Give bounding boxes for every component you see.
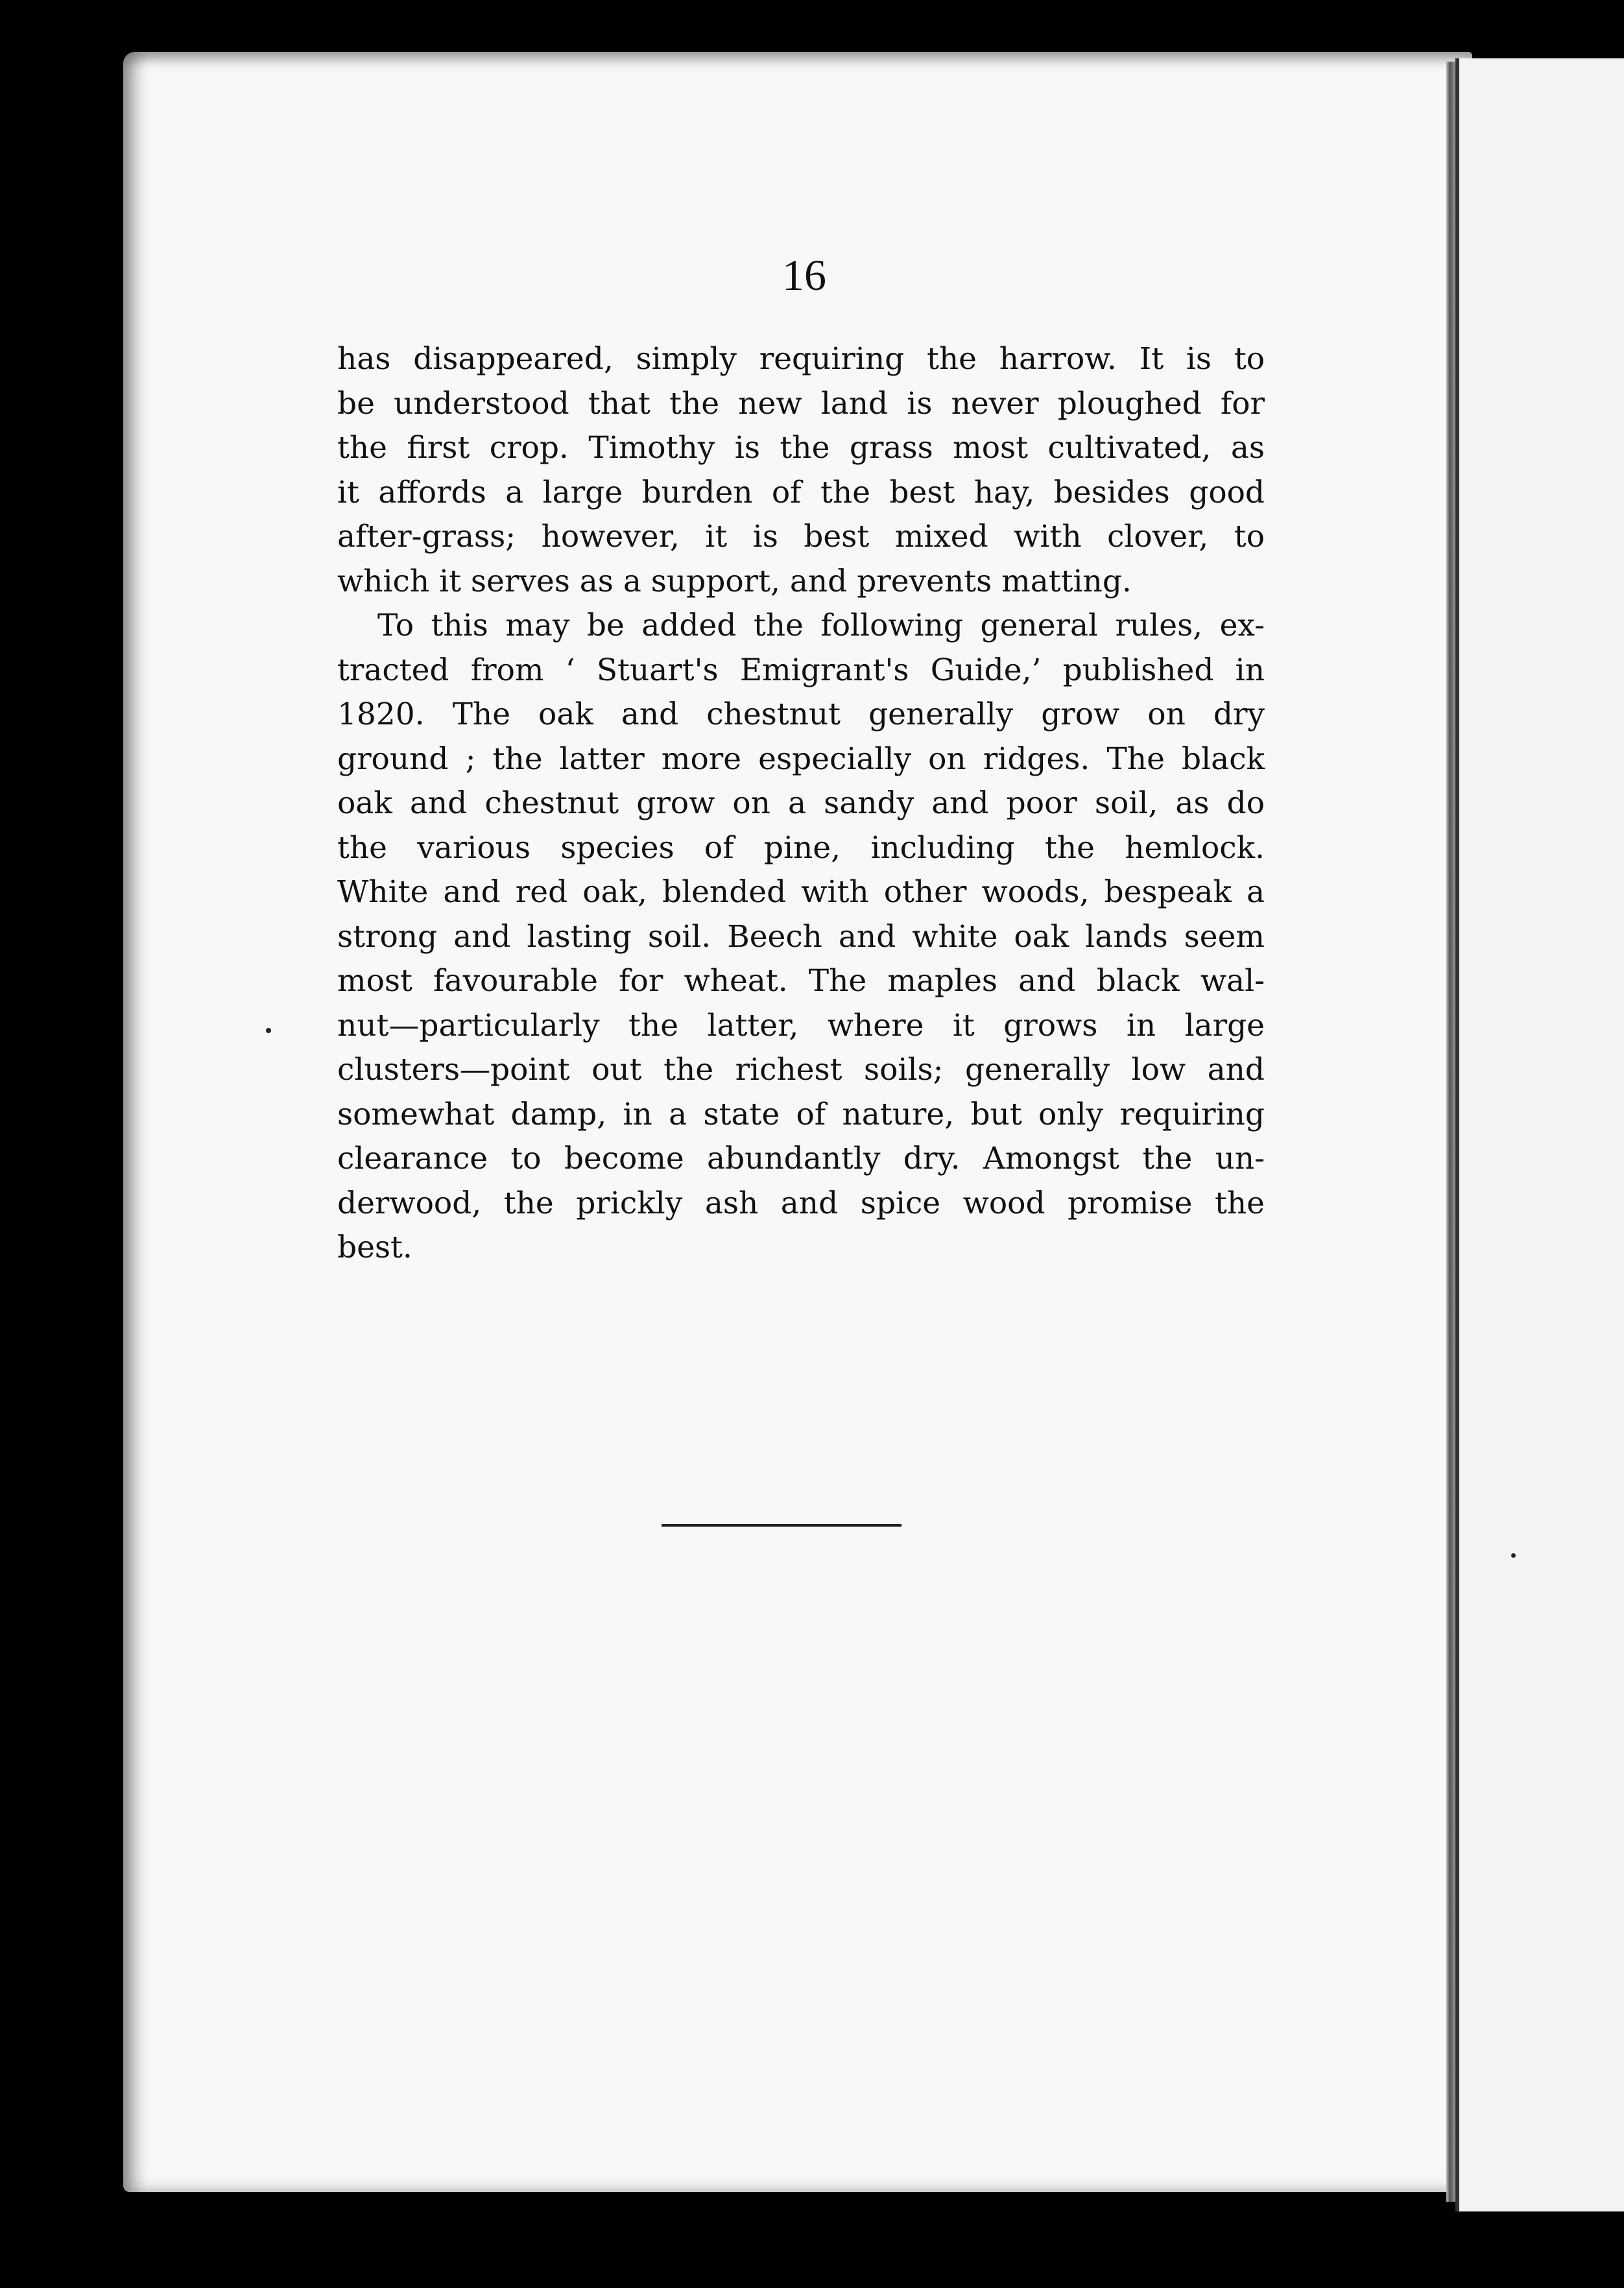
text-line: be understood that the new land is never ploughed for [337,385,1265,422]
text-line: derwood, the prickly ash and spice wood promise the [337,1185,1265,1221]
scan-speck [266,1028,271,1033]
text-line: clearance to become abundantly dry. Amongst the un- [337,1141,1265,1176]
text-line: somewhat damp, in a state of nature, but only requiring [337,1096,1265,1132]
text-line: after-grass; however, it is best mixed with clover, to [337,519,1265,554]
body-text [337,337,1265,1270]
text-line: most favourable for wheat. The maples and black wal- [337,963,1265,999]
text-line: White and red oak, blended with other woods, bespeak a [337,874,1265,910]
text-line: tracted from ‘ Stuart's Emigrant's Guide,’ published in [337,652,1265,688]
scan-speck [1511,1553,1516,1558]
section-divider [662,1524,902,1527]
text-line: clusters—point out the richest soils; generally low and [337,1052,1265,1088]
text-line: best. [337,1230,412,1265]
page-gutter [1446,62,1455,2202]
text-line: nut—particularly the latter, where it grows in large [337,1007,1265,1043]
text-line: strong and lasting soil. Beech and white oak lands seem [337,918,1265,955]
text-line: To this may be added the following general rules, ex- [377,608,1265,643]
facing-page [1455,58,1624,2211]
text-line: which it serves as a support, and prevents matting. [337,563,1132,599]
text-line: ground ; the latter more especially on ridges. The black [337,741,1265,777]
text-line: oak and chestnut grow on a sandy and poor soil, as do [337,785,1265,821]
text-line: the various species of pine, including the hemlock. [337,829,1265,866]
page-number: 16 [782,250,826,300]
text-line: it affords a large burden of the best hay, besides good [337,474,1265,510]
text-line: the first crop. Timothy is the grass most cultivated, as [337,430,1265,466]
text-line: 1820. The oak and chestnut generally grow on dry [337,697,1265,732]
text-line: has disappeared, simply requiring the harrow. It is to [337,341,1265,377]
